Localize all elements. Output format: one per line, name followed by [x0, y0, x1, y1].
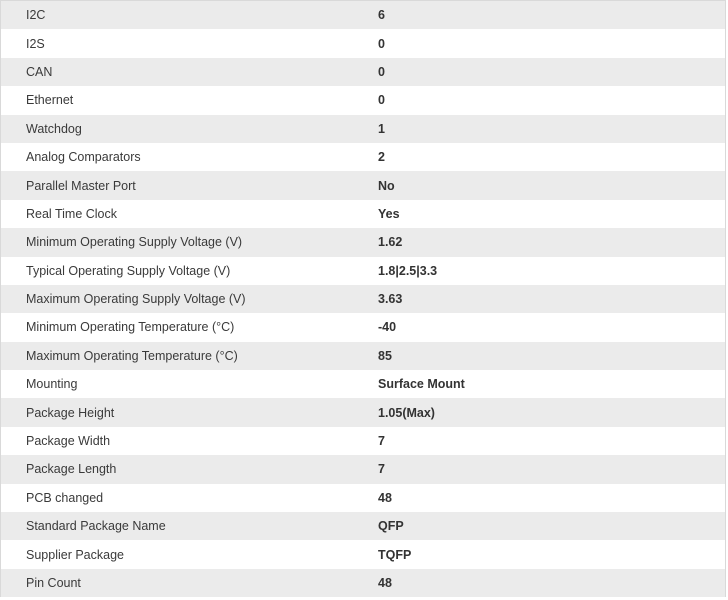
spec-value: 85	[378, 348, 392, 363]
spec-name: Supplier Package	[26, 547, 124, 562]
spec-name: Analog Comparators	[26, 150, 141, 165]
table-row	[1, 370, 725, 398]
spec-value: 1.8|2.5|3.3	[378, 263, 438, 278]
spec-value: Yes	[378, 206, 400, 221]
spec-name: Real Time Clock	[26, 206, 117, 221]
table-row	[1, 569, 725, 597]
spec-value: 7	[378, 462, 385, 477]
table-row	[1, 58, 725, 86]
table-row	[1, 29, 725, 57]
table-row	[1, 342, 725, 370]
spec-value: 0	[378, 36, 385, 51]
spec-value: 0	[378, 64, 385, 79]
spec-name: Maximum Operating Temperature (°C)	[26, 348, 238, 363]
table-row	[1, 484, 725, 512]
spec-name: PCB changed	[26, 490, 104, 505]
spec-name: I2C	[26, 8, 46, 23]
spec-name: Mounting	[26, 377, 78, 392]
table-row	[1, 115, 725, 143]
spec-value: No	[378, 178, 395, 193]
spec-value: 48	[378, 576, 392, 590]
table-row	[1, 1, 725, 29]
table-row	[1, 285, 725, 313]
table-row	[1, 540, 725, 568]
spec-name: Package Length	[26, 462, 117, 477]
table-row	[1, 257, 725, 285]
spec-name: Package Height	[26, 405, 115, 420]
spec-name: I2S	[26, 36, 45, 51]
spec-value: Surface Mount	[378, 377, 465, 392]
table-row	[1, 398, 725, 426]
spec-value: 6	[378, 8, 385, 23]
table-row	[1, 86, 725, 114]
spec-value: 48	[378, 490, 392, 505]
table-row	[1, 512, 725, 540]
spec-name: Package Width	[26, 434, 111, 449]
table-row	[1, 313, 725, 341]
table-row	[1, 427, 725, 455]
spec-value: 0	[378, 93, 385, 108]
spec-name: Parallel Master Port	[26, 178, 136, 193]
spec-name: Pin Count	[26, 576, 81, 590]
spec-name: Standard Package Name	[26, 519, 166, 534]
spec-value: 2	[378, 150, 385, 165]
spec-name: Typical Operating Supply Voltage (V)	[26, 263, 231, 278]
spec-value: 1.62	[378, 235, 403, 250]
spec-value: 1.05(Max)	[378, 405, 435, 420]
spec-value: 1	[378, 121, 385, 136]
spec-name: Minimum Operating Temperature (°C)	[26, 320, 235, 335]
spec-value: 3.63	[378, 292, 403, 307]
spec-name: Maximum Operating Supply Voltage (V)	[26, 292, 246, 307]
spec-name: Ethernet	[26, 93, 74, 108]
spec-value: -40	[378, 320, 397, 335]
spec-value: QFP	[378, 519, 404, 534]
spec-name: Watchdog	[26, 121, 82, 136]
table-row	[1, 455, 725, 483]
spec-value: TQFP	[378, 547, 412, 562]
table-row	[1, 143, 725, 171]
spec-name: Minimum Operating Supply Voltage (V)	[26, 235, 243, 250]
table-row	[1, 171, 725, 199]
spec-value: 7	[378, 434, 385, 449]
table-row	[1, 200, 725, 228]
spec-name: CAN	[26, 64, 53, 79]
table-row	[1, 228, 725, 256]
